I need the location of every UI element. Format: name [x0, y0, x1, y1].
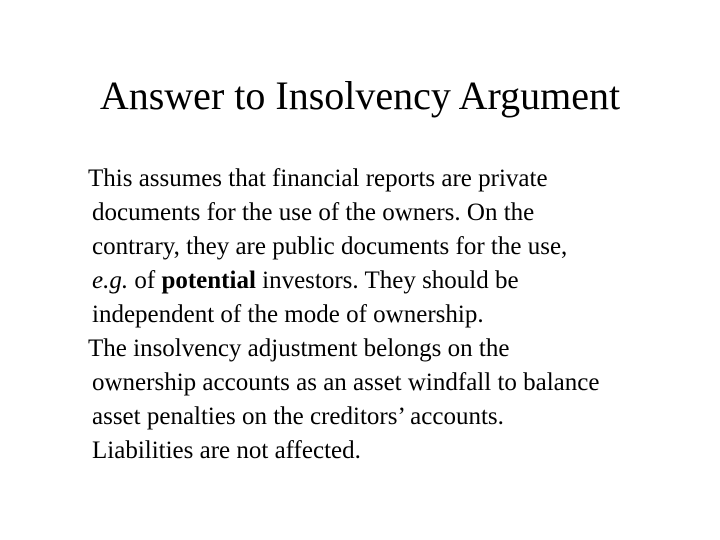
- text-line: independent of the mode of ownership.: [92, 301, 484, 328]
- text-line: ownership accounts as an asset windfall to balance: [92, 369, 600, 396]
- slide-body: [84, 162, 684, 468]
- paragraph-insolvency-adjustment: [84, 332, 684, 468]
- emphasis-eg: e.g.: [92, 267, 129, 294]
- text-fragment: of: [128, 267, 162, 294]
- strong-potential: potential: [161, 267, 256, 294]
- text-line: documents for the use of the owners. On the: [92, 199, 535, 226]
- text-line: The insolvency adjustment belongs on the: [88, 335, 510, 362]
- text-line: asset penalties on the creditors’ accounts.: [92, 403, 504, 430]
- text-line-mixed: [88, 264, 684, 298]
- text-line: contrary, they are public documents for the use,: [92, 233, 568, 260]
- text-line: Liabilities are not affected.: [92, 437, 361, 464]
- text-fragment: investors. They should be: [255, 267, 519, 294]
- text-line: This assumes that financial reports are private: [88, 165, 548, 192]
- paragraph-financial-reports: [84, 162, 684, 332]
- slide-title: Answer to Insolvency Argument: [99, 73, 621, 118]
